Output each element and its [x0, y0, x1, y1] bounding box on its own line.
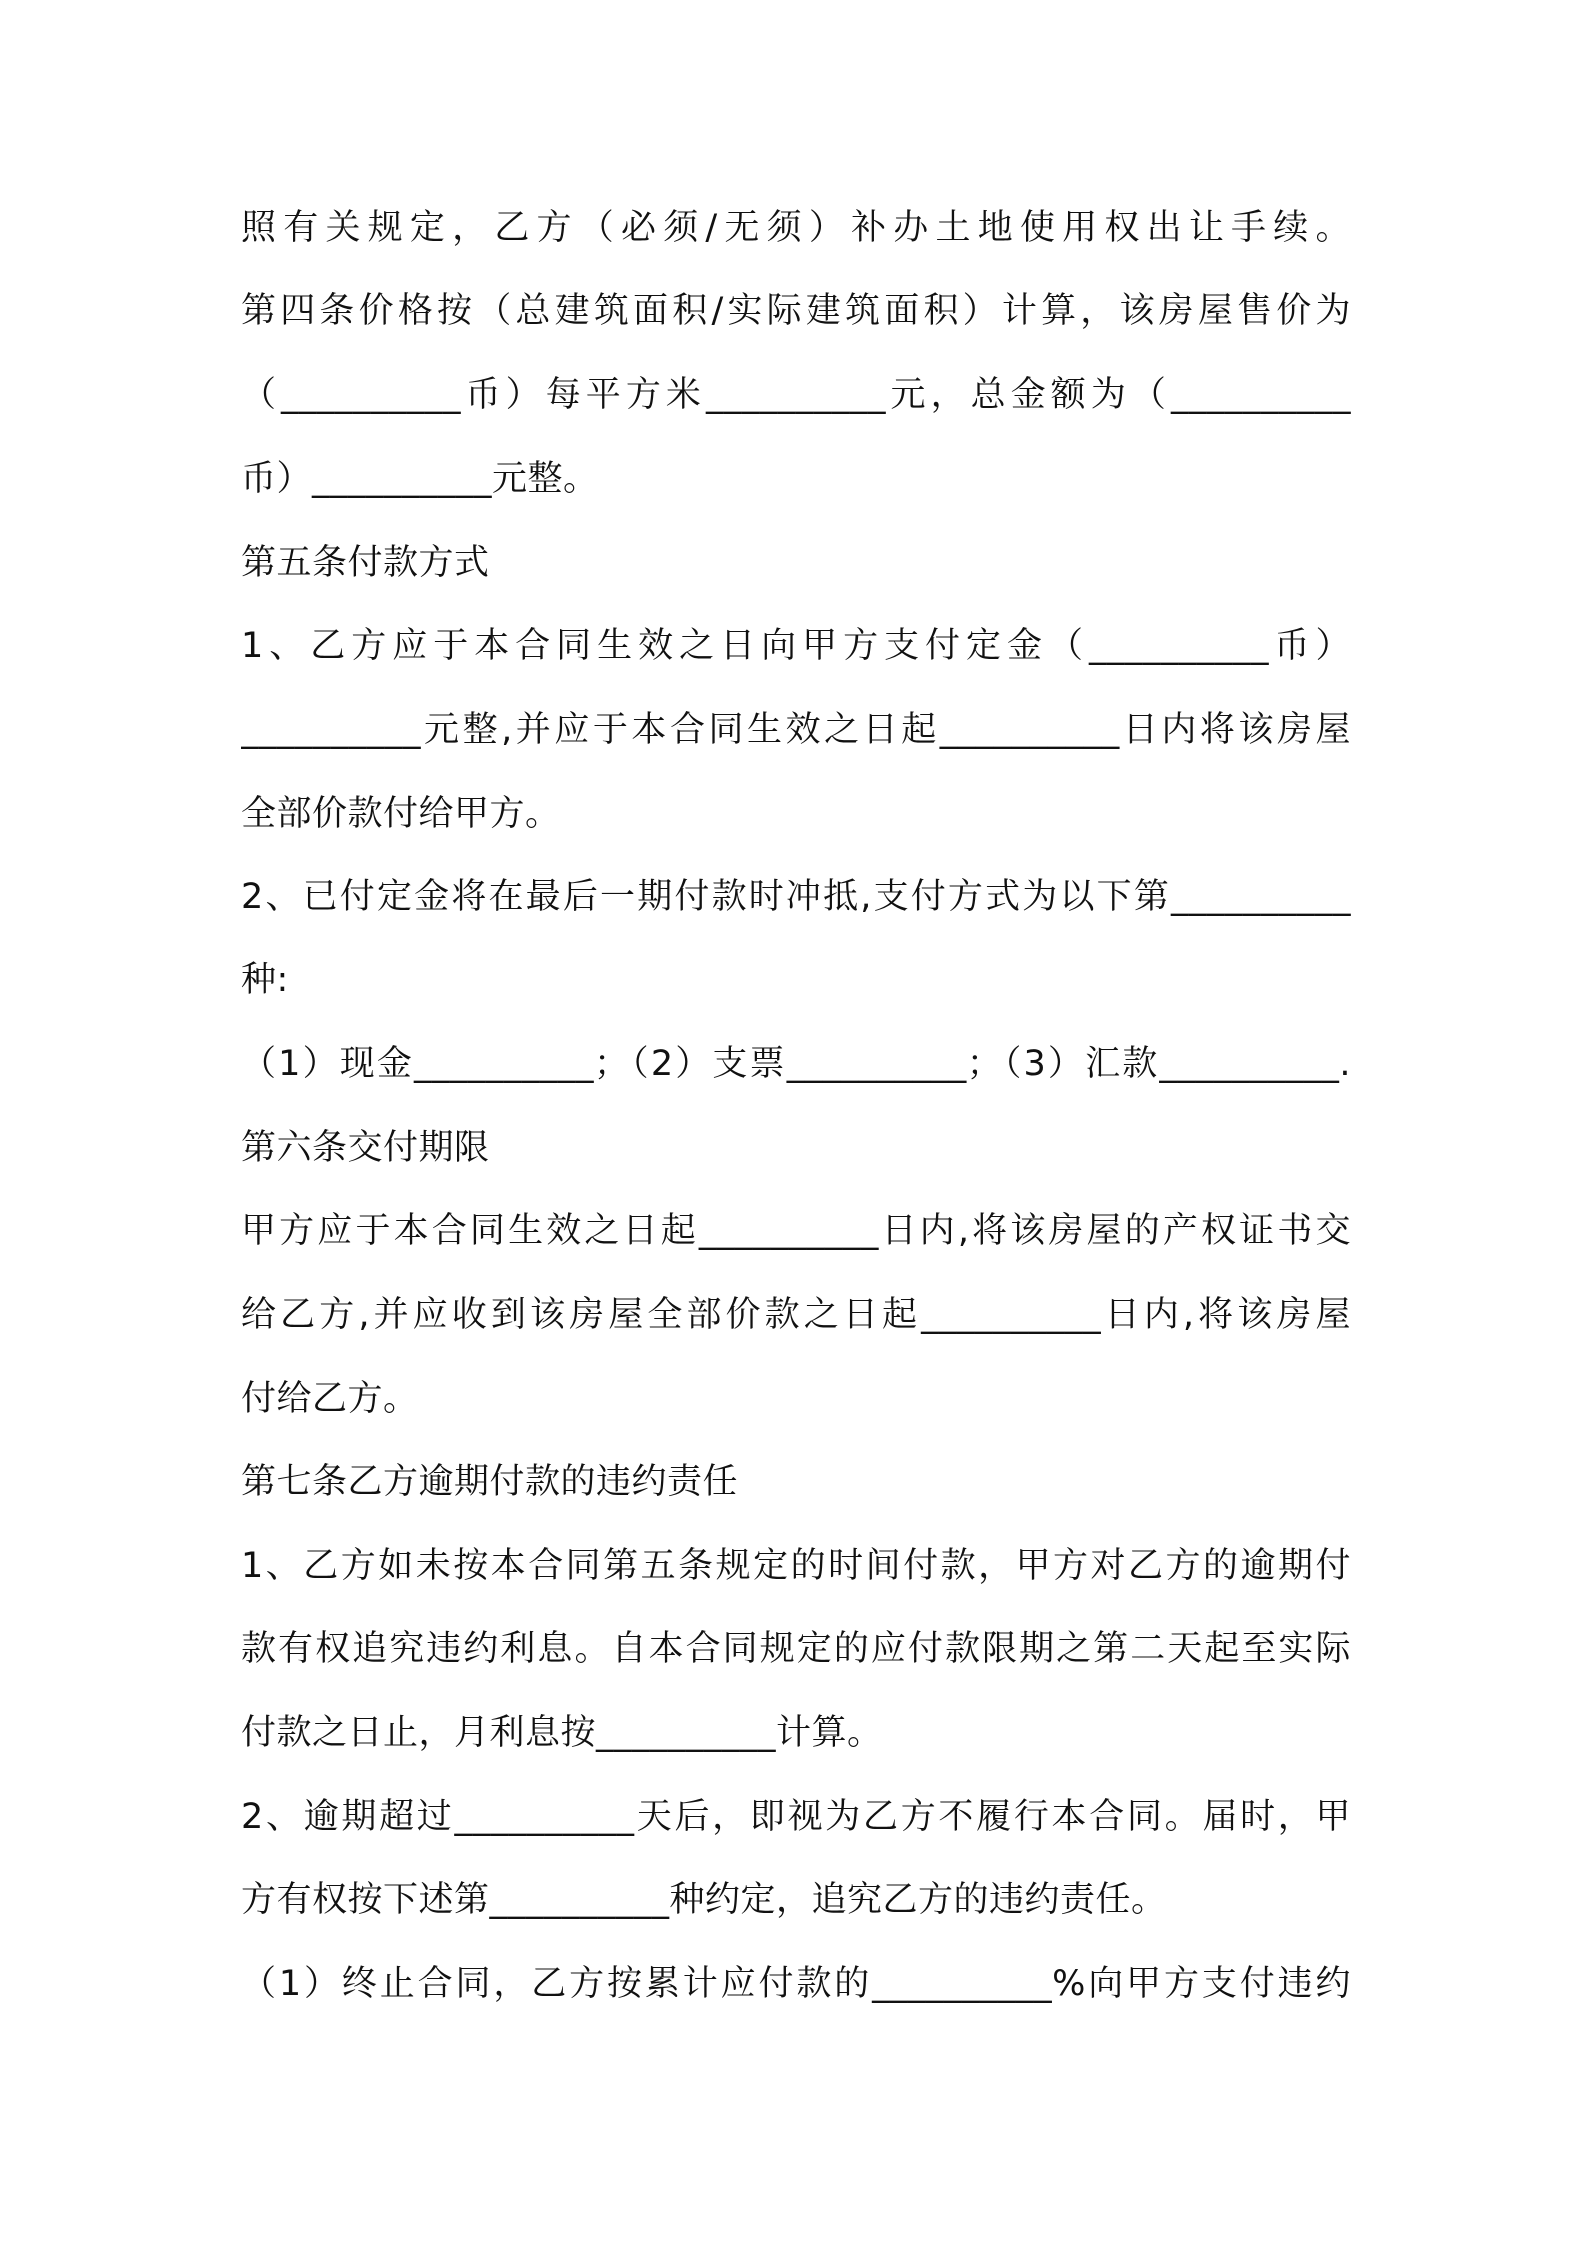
text-line: 付款之日止，月利息按__________计算。: [241, 1713, 883, 1753]
text-line: 2、已付定金将在最后一期付款时冲抵,支付方式为以下第__________: [241, 877, 1351, 917]
section-heading: 第七条乙方逾期付款的违约责任: [241, 1462, 739, 1502]
text-line: 第四条价格按（总建筑面积/实际建筑面积）计算，该房屋售价为: [241, 291, 1351, 331]
text-line: （__________币）每平方米__________元，总金额为（__________: [241, 375, 1351, 415]
text-line: 种:: [241, 960, 289, 1000]
text-line: 币）__________元整。: [241, 459, 599, 499]
text-line: 方有权按下述第__________种约定，追究乙方的违约责任。: [241, 1880, 1167, 1920]
text-line: 付给乙方。: [241, 1379, 419, 1419]
section-heading: 第五条付款方式: [241, 543, 490, 583]
text-line: 款有权追究违约利息。自本合同规定的应付款限期之第二天起至实际: [241, 1629, 1351, 1669]
text-line: 1、乙方应于本合同生效之日向甲方支付定金（__________币）: [241, 626, 1351, 666]
text-line: 给乙方,并应收到该房屋全部价款之日起__________日内,将该房屋: [241, 1295, 1351, 1335]
text-line: 2、逾期超过__________天后，即视为乙方不履行本合同。届时，甲: [241, 1797, 1351, 1837]
text-line: 全部价款付给甲方。: [241, 794, 561, 834]
text-line: __________元整,并应于本合同生效之日起__________日内将该房屋: [241, 710, 1351, 750]
text-line: 1、乙方如未按本合同第五条规定的时间付款，甲方对乙方的逾期付: [241, 1546, 1351, 1586]
text-line: 甲方应于本合同生效之日起__________日内,将该房屋的产权证书交: [241, 1211, 1351, 1251]
section-heading: 第六条交付期限: [241, 1128, 490, 1168]
text-line: 照有关规定，乙方（必须/无须）补办土地使用权出让手续。: [241, 208, 1351, 248]
text-line: （1）终止合同，乙方按累计应付款的__________%向甲方支付违约: [241, 1964, 1351, 2004]
text-line: （1）现金__________；（2）支票__________；（3）汇款__________.: [241, 1044, 1351, 1084]
